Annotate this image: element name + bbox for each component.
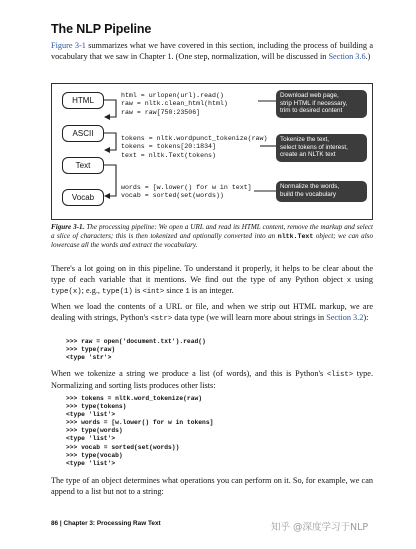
code-int: <int> <box>142 288 165 297</box>
paragraph-strings <box>51 302 373 324</box>
para2-text-c: ): <box>363 312 369 322</box>
para1-text-c: ; e.g., <box>81 286 100 296</box>
code-type-x: type(x) <box>51 288 82 297</box>
arrowhead-vocab <box>104 193 110 199</box>
watermark: 知乎 @深度学习于NLP <box>271 522 369 533</box>
para2-text-b: data type (we will learn more about strings in <box>174 312 325 322</box>
note-normalize: Normalize the words, build the vocabulary <box>276 181 367 202</box>
note-download: Download web page, strip HTML if necessary, trim to desired content <box>276 90 367 118</box>
caption-code: nltk.Text <box>277 233 314 240</box>
code-html-step: html = urlopen(url).read() raw = nltk.clean_html(html) raw = raw[750:23506] <box>121 92 228 116</box>
para3-text-a: When we tokenize a string we produce a list (of words), and this is Python's <box>51 369 324 378</box>
stage-text: Text <box>62 157 104 174</box>
para1-text: There's a lot going on in this pipeline. To understand it properly, it helps to be clear about the type of each variable that it mentions. We find out the type of any Python object <box>51 264 373 284</box>
intro-text-b: .) <box>365 51 371 61</box>
caption-text-b: object; we can also lowercase all the words and extract the vocabulary. <box>51 232 373 249</box>
code-vocab-step: words = [w.lower() for w in text] vocab = sorted(set(words)) <box>121 184 252 200</box>
code-example-2: >>> tokens = nltk.word_tokenize(raw) >>> type(tokens) <type 'list'> >>> words = [w.lower() for w in tokens] >>> type(words) <type 'list'> >>> vocab = sorted(set(words)) >>> type(vocab) <type 'list'> <box>66 395 214 467</box>
pipeline-figure <box>51 83 373 220</box>
intro-text-a: summarizes what we have covered in this section, including the process of building a vocabulary that we saw in Chapter 1. (One step, normalization, will be discussed in <box>51 41 373 61</box>
para3-text-b: type. Normalizing and sorting lists produces other lists: <box>51 369 374 390</box>
note-tokenize: Tokenize the text, select tokens of interest, create an NLTK text <box>276 134 367 162</box>
para1-text-d: is <box>134 286 141 296</box>
caption-text-a: The processing pipeline: We open a URL and read its HTML content, remove the markup and select a slice of characters; this is then tokenized and optionally converted into an <box>51 223 373 240</box>
code-list: <list> <box>326 371 354 379</box>
code-str: <str> <box>150 314 173 323</box>
section-3-2-link[interactable]: Section 3.2 <box>326 312 364 322</box>
code-tokenize-step: tokens = nltk.wordpunct_tokenize(raw) tokens = tokens[20:1834] text = nltk.Text(tokens) <box>121 135 268 159</box>
code-example-1: >>> raw = open('document.txt').read() >>> type(raw) <type 'str'> <box>66 338 206 362</box>
paragraph-types <box>51 264 373 298</box>
arrowhead-ascii <box>104 114 110 120</box>
code-one: 1 <box>185 288 190 297</box>
intro-paragraph <box>51 41 373 62</box>
para1-text-b: using <box>355 274 373 284</box>
stage-vocab: Vocab <box>62 189 104 206</box>
stage-html: HTML <box>62 92 104 109</box>
figure-caption <box>51 223 373 250</box>
page-footer: 86 | Chapter 3: Processing Raw Text <box>51 520 161 527</box>
para2-text-a: When we load the contents of a URL or file, and when we strip out HTML markup, we are dealing with strings, Python's <box>51 302 373 322</box>
caption-label: Figure 3-1. <box>51 223 85 231</box>
pipeline-arrows <box>52 84 374 221</box>
arrowhead-text <box>104 147 110 153</box>
code-x: x <box>346 276 352 285</box>
stage-ascii: ASCII <box>62 125 104 142</box>
figure-link[interactable]: Figure 3-1 <box>51 41 86 50</box>
bracket-text-vocab <box>104 165 116 196</box>
paragraph-operations: The type of an object determines what operations you can perform on it. So, for example, we can append to a list but not to a string: <box>51 476 373 496</box>
para1-text-f: is an integer. <box>191 286 234 296</box>
section-link[interactable]: Section 3.6 <box>328 51 366 61</box>
code-type-1: type(1) <box>102 288 133 297</box>
paragraph-lists <box>51 369 373 391</box>
section-title: The NLP Pipeline <box>51 22 152 36</box>
para1-text-e: since <box>166 286 184 296</box>
